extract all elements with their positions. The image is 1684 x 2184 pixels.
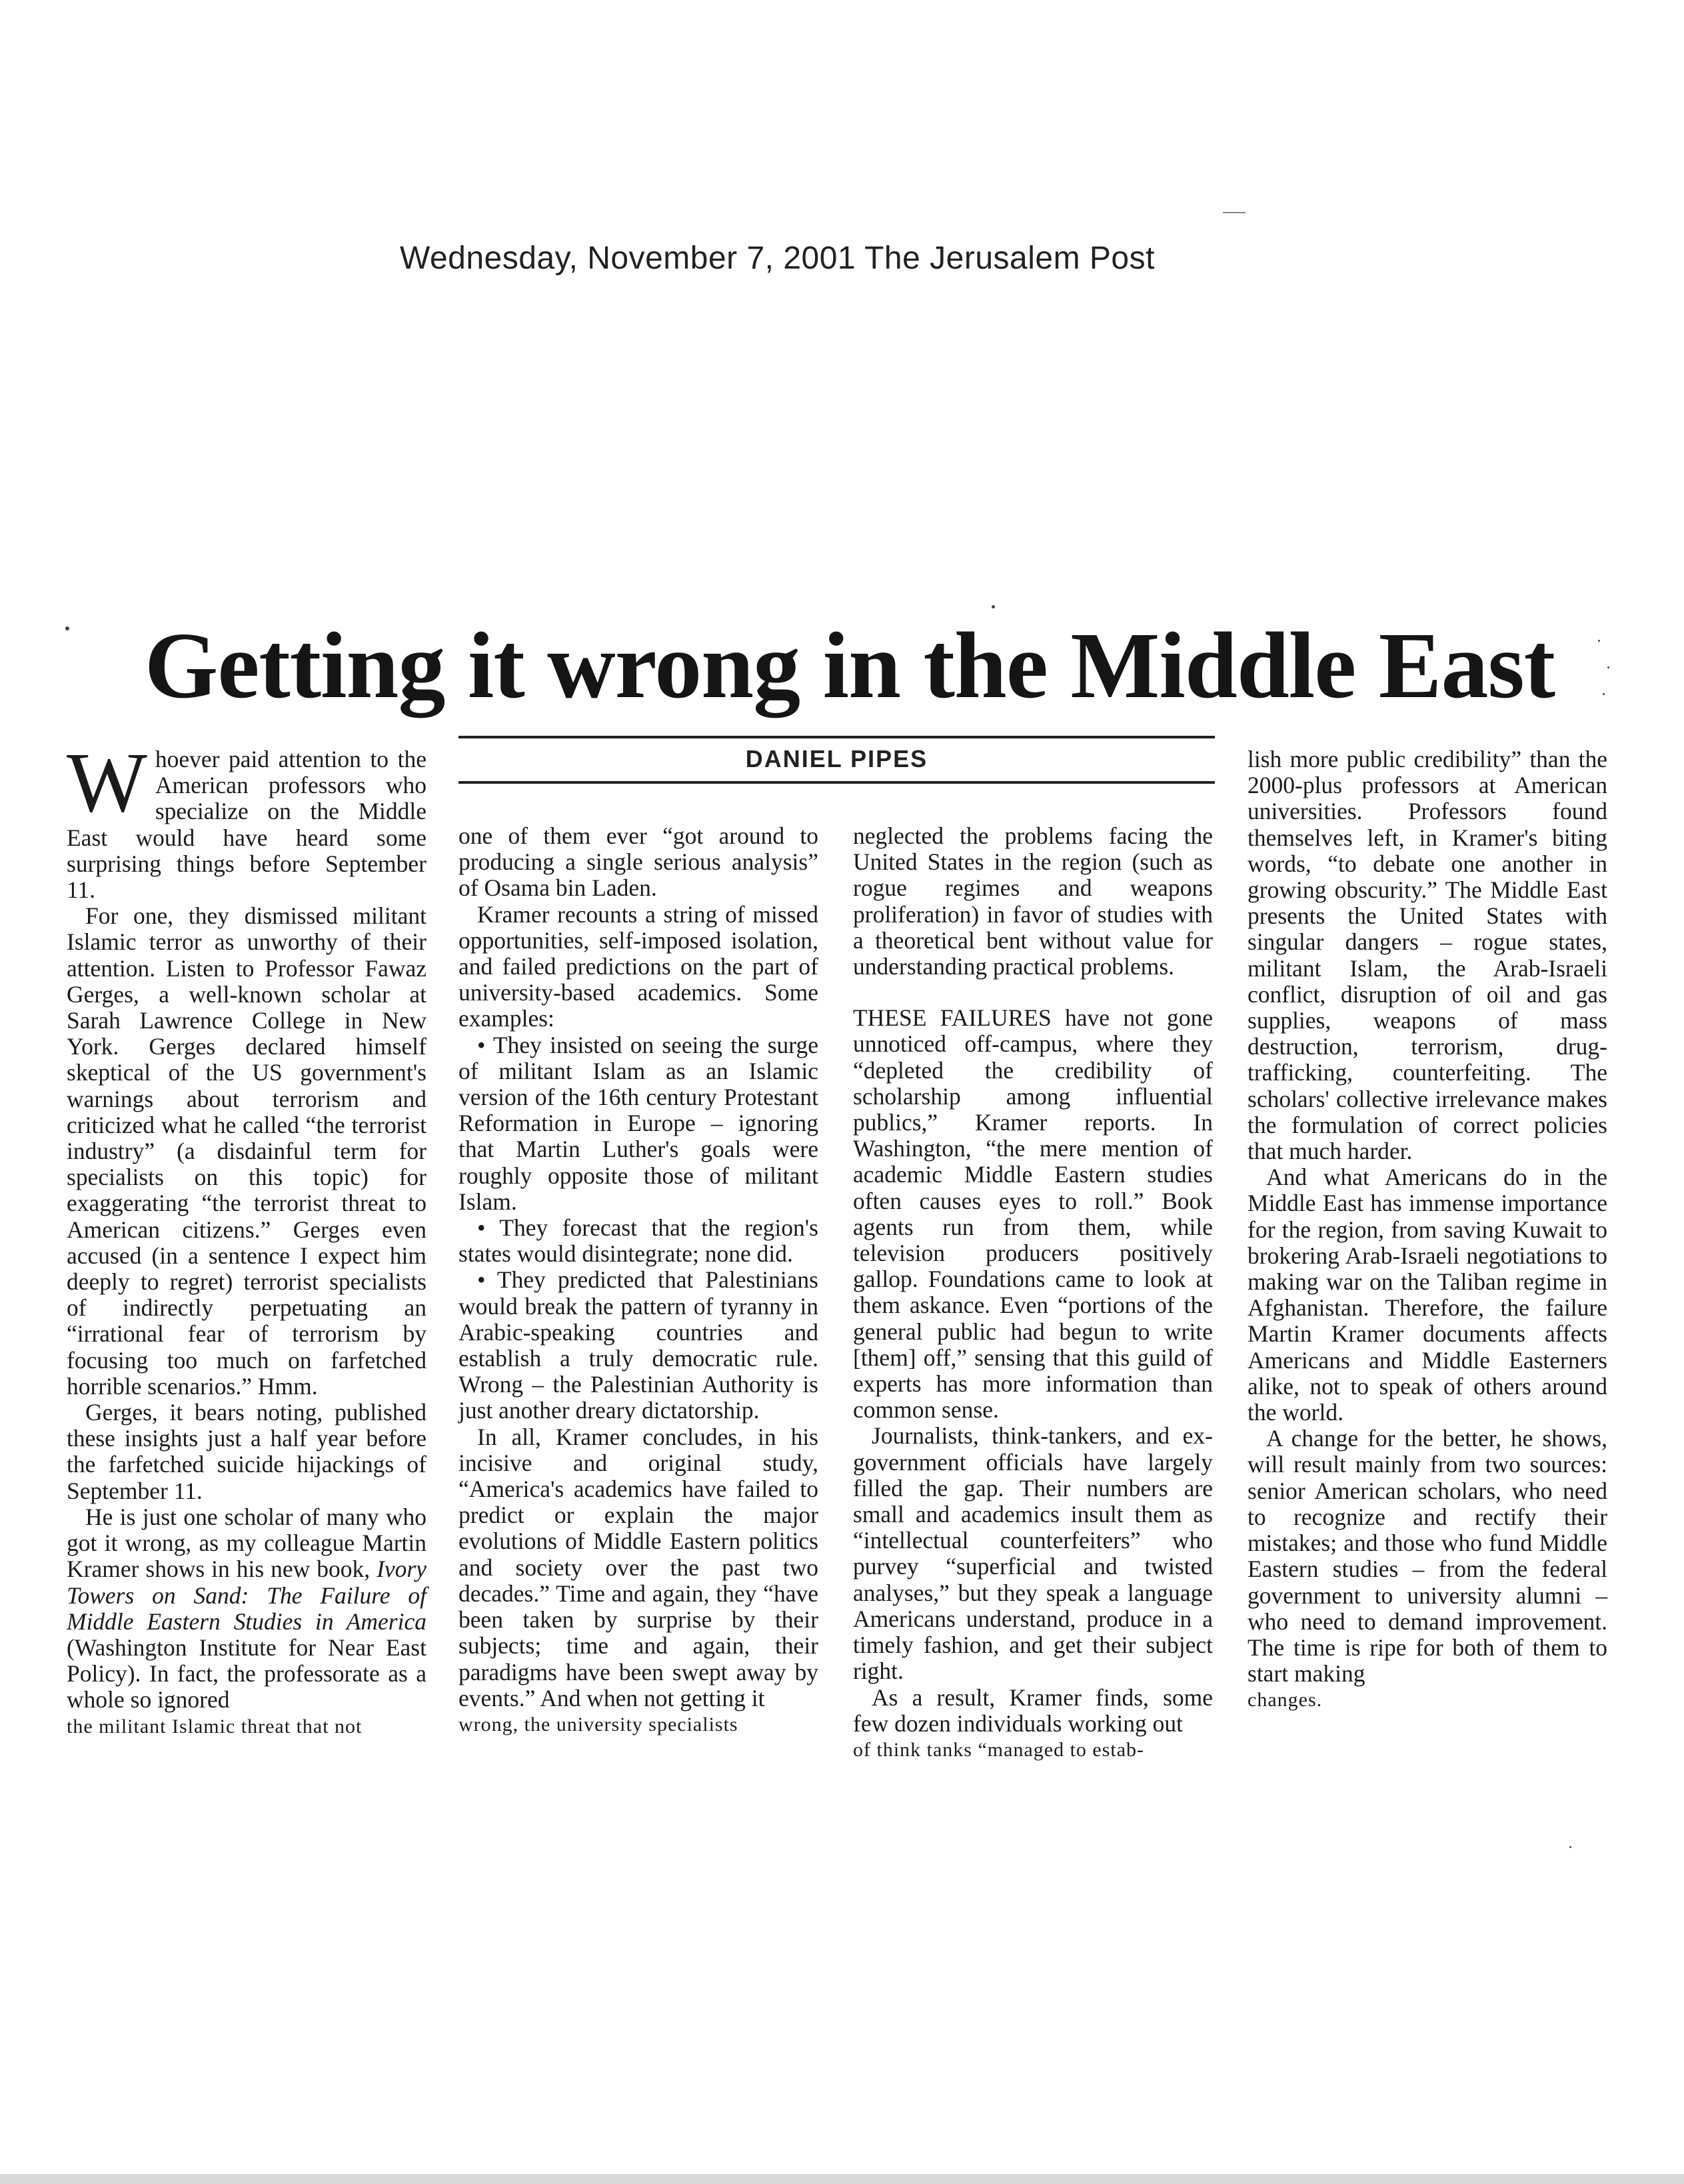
paragraph: For one, they dismissed militant Islamic terror as unworthy of their attention. Listen to Professor Fawaz Gerges, a well-known scholar at Sarah Lawrence College in New York. Gerges declared himself skeptical of the US government's warnings about terrorism and criticized what he called “the terrorist industry” (a disdainful term for specialists on this topic) for exaggerating “the terrorist threat to American citizens.” Gerges even accused (in a sentence I expect him deeply to regret) terrorist specialists of indirectly perpetuating an “irrational fear of terrorism by focusing too much on farfetched horrible scenarios.” Hmm. bbox=[67, 902, 426, 1400]
article-column-1 bbox=[67, 735, 426, 1739]
paragraph-text: (Washington Institute for Near East Policy). In fact, the professorate as a whole so ignored bbox=[67, 1634, 426, 1713]
dateline: Wednesday, November 7, 2001 The Jerusalem Post bbox=[400, 241, 1155, 276]
paragraph-text: He is just one scholar of many who got it wrong, as my colleague Martin Kramer shows in his new book, bbox=[67, 1503, 426, 1583]
bullet-item: • They predicted that Palestinians would break the pattern of tyranny in Arabic-speaking countries and establish a truly democratic rule. Wrong – the Palestinian Authority is just another dreary dictatorship. bbox=[458, 1266, 818, 1424]
paragraph: Gerges, it bears noting, published these insights just a half year before the farfetched suicide hijackings of September 11. bbox=[67, 1399, 426, 1504]
paragraph bbox=[67, 1504, 426, 1713]
paragraph bbox=[67, 735, 426, 904]
section-break bbox=[853, 980, 1213, 1005]
headline: Getting it wrong in the Middle East bbox=[144, 612, 1555, 718]
article-column-2 bbox=[458, 823, 818, 1737]
bullet-item: • They insisted on seeing the surge of militant Islam as an Islamic version of the 16th century Protestant Reformation in Europe – ignoring that Martin Luther's goals were roughly opposite those of militant Islam. bbox=[458, 1031, 818, 1215]
paragraph-text: hoever paid attention to the American professors who specialize on the Middle East would have heard some surprising things before September 11. bbox=[67, 746, 426, 904]
drop-cap: W bbox=[67, 735, 147, 830]
article-column-3 bbox=[853, 823, 1213, 1763]
paragraph: Kramer recounts a string of missed opportunities, self-imposed isolation, and failed predictions on the part of university-based academics. Some examples: bbox=[458, 900, 818, 1032]
scan-bottom-edge bbox=[0, 2174, 1684, 2184]
scan-speck bbox=[1598, 640, 1600, 642]
scan-speck bbox=[1607, 666, 1609, 668]
paragraph-last-line: the militant Islamic threat that not bbox=[67, 1715, 363, 1737]
bullet-item: • They forecast that the region's states would disintegrate; none did. bbox=[458, 1214, 818, 1268]
paragraph-last-line: of think tanks “managed to estab- bbox=[853, 1738, 1145, 1761]
article-column-4 bbox=[1248, 746, 1607, 1713]
paragraph-last-line: wrong, the university specialists bbox=[458, 1713, 738, 1735]
byline: DANIEL PIPES bbox=[458, 736, 1215, 784]
scan-speck bbox=[992, 605, 995, 608]
scan-speck bbox=[1569, 1846, 1571, 1848]
paragraph: And what Americans do in the Middle East has immense importance for the region, from saving Kuwait to brokering Arab-Israeli negotiations to making war on the Taliban regime in Afghanistan. Therefore, the failure Martin Kramer documents affects Americans and Middle Easterners alike, not to speak of others around the world. bbox=[1248, 1164, 1607, 1426]
paragraph-last-line: changes. bbox=[1248, 1689, 1323, 1711]
scan-speck bbox=[65, 626, 69, 630]
paragraph: As a result, Kramer finds, some few dozen individuals working out bbox=[853, 1683, 1213, 1737]
scan-mark bbox=[1223, 212, 1246, 213]
paragraph: Journalists, think-tankers, and ex-government officials have largely filled the gap. Their numbers are small and academics insult them as “intellectual counterfeiters” who purvey “superficial and twisted analyses,” but they speak a language Americans understand, produce in a timely fashion, and get their subject right. bbox=[853, 1422, 1213, 1685]
book-title: Ivory Towers on Sand: The Failure of Middle Eastern Studies in America bbox=[67, 1556, 426, 1635]
paragraph: one of them ever “got around to producing a single serious analysis” of Osama bin Laden. bbox=[458, 822, 818, 902]
paragraph: In all, Kramer concludes, in his incisive and original study, “America's academics have failed to predict or explain the major evolutions of Middle Eastern politics and society over the past two decades.” Time and again, they “have been taken by surprise by their subjects; time and again, their paradigms have been swept away by events.” And when not getting it bbox=[458, 1423, 818, 1711]
scan-speck bbox=[1603, 693, 1605, 695]
paragraph: lish more public credibility” than the 2000-plus professors at American universities. Professors found themselves left, in Kramer's biting words, “to debate one another in growing obscurity.” The Middle East presents the United States with singular dangers – rogue states, militant Islam, the Arab-Israeli conflict, disruption of oil and gas supplies, weapons of mass destruction, terrorism, drug-trafficking, counterfeiting. The scholars' collective irrelevance makes the formulation of correct policies that much harder. bbox=[1248, 746, 1607, 1165]
paragraph: neglected the problems facing the United States in the region (such as rogue regimes and weapons proliferation) in favor of studies with a theoretical bent without value for understanding practical problems. bbox=[853, 822, 1213, 980]
paragraph: THESE FAILURES have not gone unnoticed off-campus, where they “depleted the credibility of scholarship among influential publics,” Kramer reports. In Washington, “the mere mention of academic Middle Eastern studies often causes eyes to roll.” Book agents run from them, while television producers positively gallop. Foundations came to look at them askance. Even “portions of the general public had begun to write [them] off,” sensing that this guild of experts has more information than common sense. bbox=[853, 1004, 1213, 1424]
paragraph: A change for the better, he shows, will result mainly from two sources: senior American scholars, who need to recognize and rectify their mistakes; and those who fund Middle Eastern studies – from the federal government to university alumni – who need to demand improvement. The time is ripe for both of them to start making bbox=[1248, 1425, 1607, 1687]
